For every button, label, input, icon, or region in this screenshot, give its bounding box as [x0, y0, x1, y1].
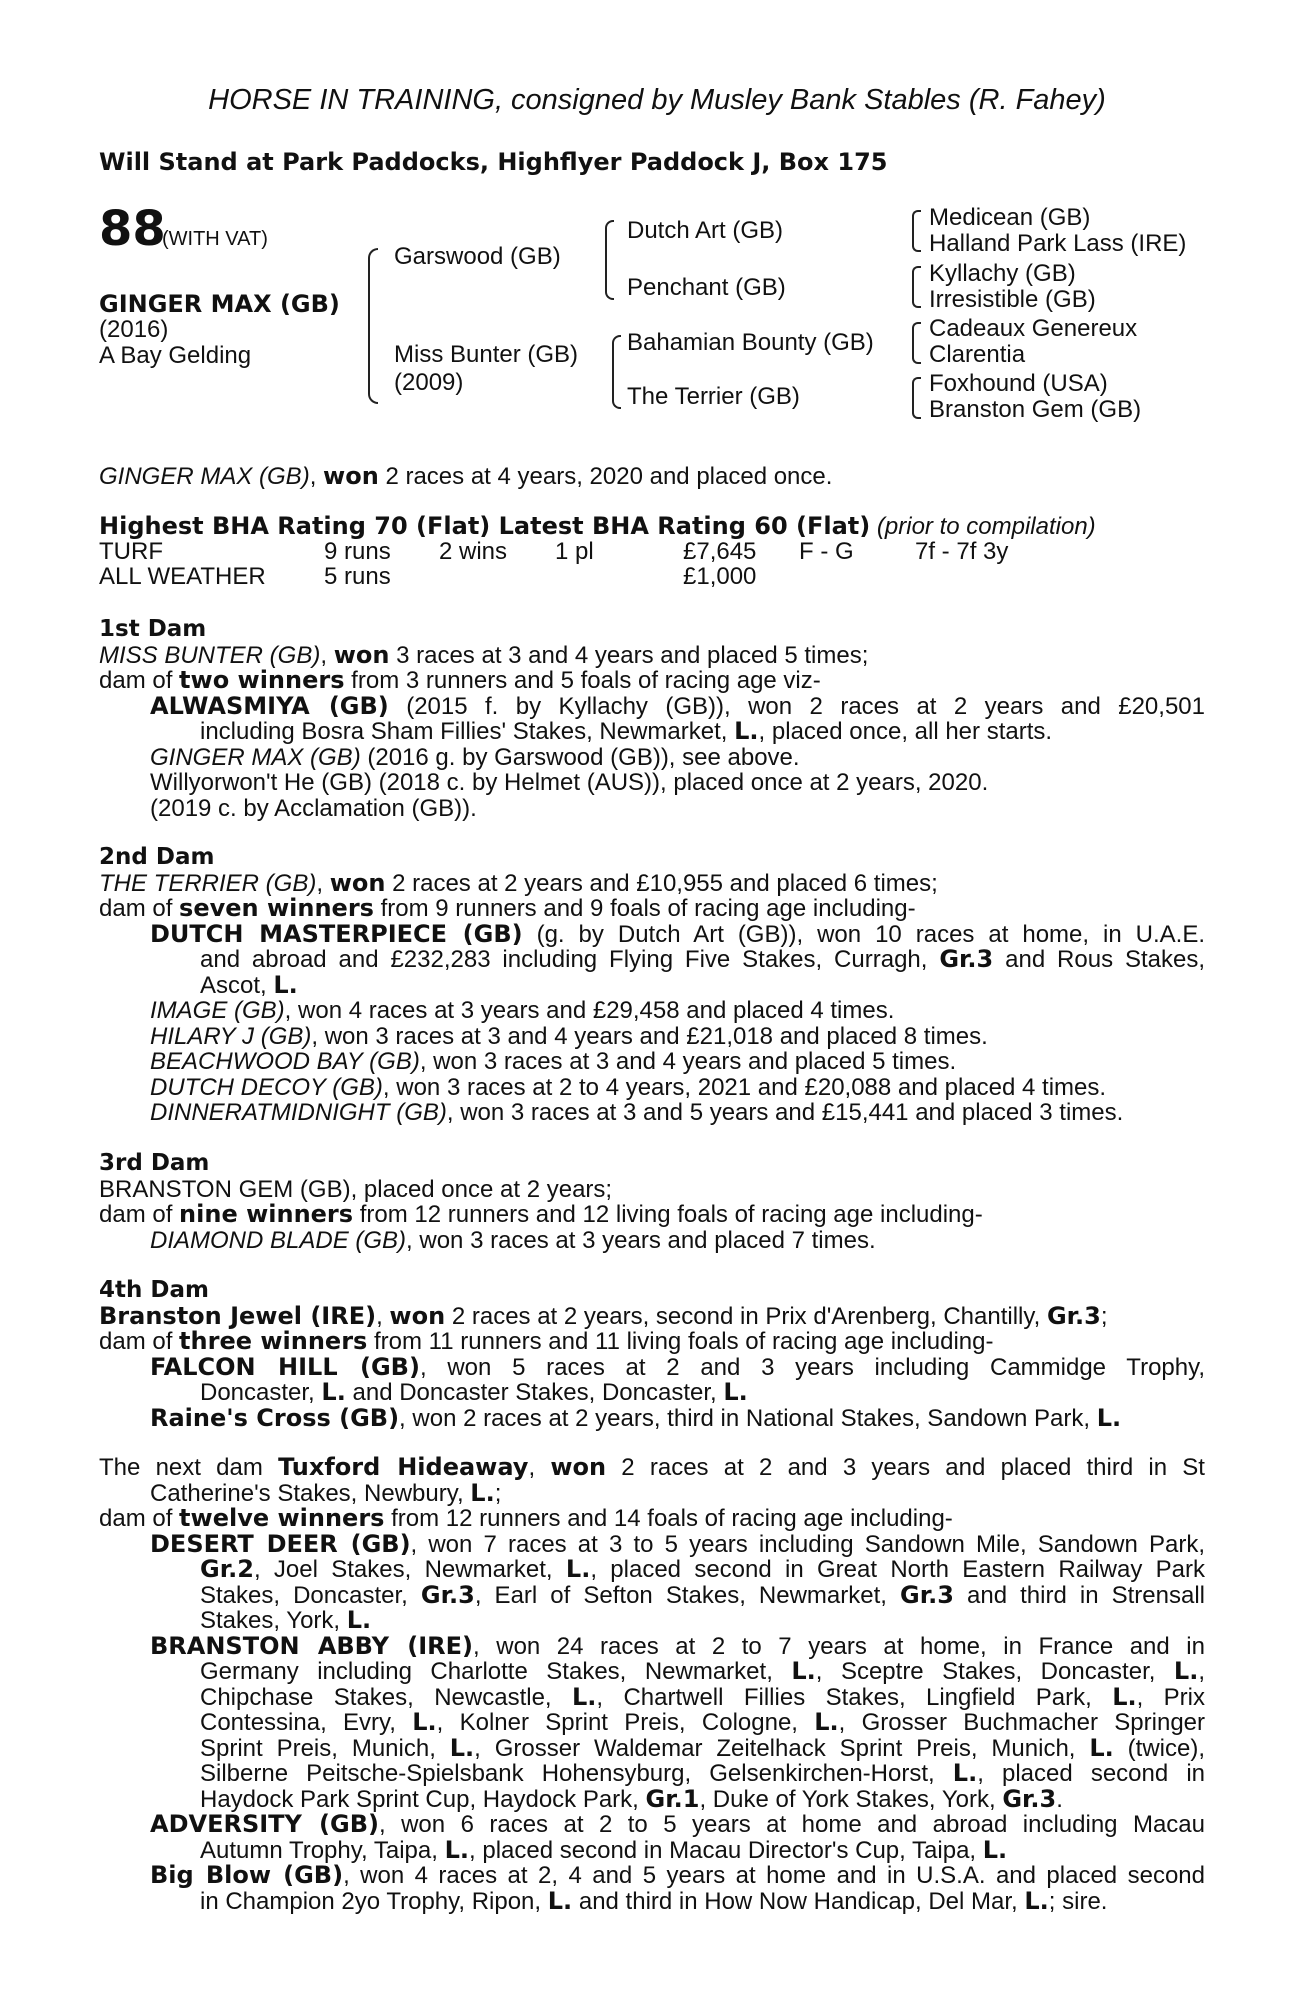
produce-name: Raine's Cross (GB) [150, 1403, 400, 1432]
listed-marker: L. [982, 1835, 1008, 1864]
dam-name: THE TERRIER (GB) [99, 869, 317, 897]
produce-name: DUTCH MASTERPIECE (GB) [150, 919, 523, 948]
pedigree-g8: Branston Gem (GB) [929, 396, 1142, 423]
text: Doncaster, [200, 1379, 322, 1406]
pedigree-dam-year: (2009) [394, 369, 464, 396]
section-title: 1st Dam [99, 616, 207, 642]
produce-text: , won 7 races at 3 to 5 years including Sandown Mile, Sandown Park, [410, 1530, 1206, 1558]
produce-entry-cont [99, 1733, 1206, 1762]
text: Sprint Preis, Munich, [200, 1734, 450, 1762]
text: ; [494, 1479, 502, 1507]
produce-summary [99, 668, 1205, 694]
listed-marker: L. [1024, 1886, 1049, 1915]
produce-entry [99, 998, 1205, 1024]
section-title: 3rd Dam [99, 1150, 210, 1176]
section-title: 2nd Dam [99, 844, 215, 870]
produce-entry [99, 919, 1206, 948]
text: dam of [99, 895, 180, 922]
produce-summary [99, 896, 1205, 922]
aw-earnings: £1,000 [683, 563, 757, 590]
text: Chipchase Stakes, Newcastle, [200, 1683, 572, 1711]
aw-runs: 5 runs [324, 563, 391, 590]
text: dam of [99, 1505, 180, 1532]
text: and Doncaster Stakes, Doncaster, [345, 1379, 724, 1406]
pedigree-sire-dam: Penchant (GB) [627, 274, 786, 301]
produce-summary [99, 1329, 1205, 1355]
pedigree-g3: Kyllachy (GB) [929, 260, 1076, 287]
text: , placed once, all her starts. [758, 718, 1053, 745]
won-label: won [550, 1453, 607, 1481]
produce-entry [99, 745, 1205, 771]
listed-marker: L. [791, 1657, 816, 1685]
text: , Duke of York Stakes, York, [699, 1785, 1003, 1813]
text: from 12 runners and 14 foals of racing age including- [384, 1505, 953, 1532]
text: , Sceptre Stakes, Doncaster, [815, 1658, 1174, 1685]
group-marker: Gr.1 [645, 1784, 700, 1813]
produce-name: Big Blow (GB) [150, 1861, 344, 1889]
text: Germany including Charlotte Stakes, Newmarket, [200, 1658, 792, 1685]
text: . [1056, 1785, 1063, 1813]
text: ; sire. [1048, 1887, 1108, 1915]
produce-name: DUTCH DECOY (GB) [150, 1073, 383, 1101]
pedigree-brace [912, 322, 921, 364]
produce-entry-cont [99, 947, 1205, 973]
text: and abroad and £232,283 including Flying Five Stakes, Curragh, [200, 946, 940, 973]
pedigree-brace [912, 377, 921, 419]
dam-record-cont [99, 1478, 1205, 1507]
won-label: won [329, 868, 386, 897]
group-marker: Gr.3 [420, 1580, 475, 1609]
winners-count: two winners [179, 666, 345, 694]
dam-name: MISS BUNTER (GB) [99, 641, 321, 669]
produce-text: , won 6 races at 2 to 5 years at home and abroad including Macau [378, 1811, 1205, 1838]
produce-name: FALCON HILL (GB) [150, 1352, 420, 1381]
produce-text: (2016 g. by Garswood (GB)), see above. [360, 743, 800, 771]
listed-marker: L. [1089, 1733, 1114, 1762]
group-marker: Gr.3 [1046, 1301, 1101, 1330]
text: , placed second in Macau Director's Cup, Taipa, [469, 1836, 983, 1864]
text: in Champion 2yo Trophy, Ripon, [200, 1887, 548, 1915]
text: from 3 runners and 5 foals of racing age viz- [344, 667, 821, 694]
lot-number: 88 [99, 201, 166, 257]
produce-entry [99, 1812, 1205, 1838]
group-marker: Gr.3 [939, 945, 994, 973]
listed-marker: L. [273, 970, 298, 999]
produce-entry [99, 1403, 1205, 1432]
listed-marker: L. [1096, 1403, 1122, 1432]
pedigree-g6: Clarentia [929, 341, 1026, 368]
produce-name: HILARY J (GB) [150, 1022, 312, 1050]
produce-name: DINNERATMIDNIGHT (GB) [150, 1099, 447, 1126]
produce-entry-cont [99, 1761, 1205, 1787]
produce-entry-cont [99, 1835, 1205, 1864]
text: and Rous Stakes, [993, 946, 1205, 973]
text: and third in How Now Handicap, Del Mar, [572, 1887, 1025, 1915]
produce-entry [99, 1529, 1206, 1558]
text: The next dam [99, 1454, 279, 1481]
text: , Earl of Sefton Stakes, Newmarket, [474, 1581, 901, 1609]
text: dam of [99, 667, 180, 694]
text: including Bosra Sham Fillies' Stakes, Newmarket, [200, 718, 735, 745]
next-dam-section [99, 1455, 1205, 1914]
text: , placed second in [977, 1760, 1206, 1787]
text: Haydock Park Sprint Cup, Haydock Park, [200, 1785, 646, 1813]
text: 2 races at 2 and 3 years and placed third in St [606, 1454, 1205, 1481]
rating-note: (prior to compilation) [876, 513, 1096, 540]
produce-text: , won 2 races at 2 years, third in National Stakes, Sandown Park, [399, 1404, 1097, 1432]
listed-marker: L. [321, 1378, 346, 1406]
listed-marker: L. [1173, 1657, 1199, 1685]
listed-marker: L. [346, 1606, 372, 1634]
produce-name: BEACHWOOD BAY (GB) [150, 1048, 420, 1075]
dam-name: Branston Jewel (IRE) [99, 1301, 377, 1330]
turf-distance: 7f - 7f 3y [915, 538, 1009, 565]
turf-earnings: £7,645 [683, 538, 757, 565]
listed-marker: L. [734, 717, 759, 745]
dam-record-text: 2 races at 2 years and £10,955 and placed 6 times; [385, 869, 938, 897]
aw-label: ALL WEATHER [99, 563, 266, 590]
text: 2 races at 2 years, second in Prix d'Arenberg, Chantilly, [445, 1302, 1047, 1330]
text: dam of [99, 1201, 180, 1228]
text: , placed second in Great North Eastern Railway Park [590, 1556, 1205, 1583]
produce-text: , won 24 races at 2 to 7 years at home, in France and in [473, 1632, 1205, 1660]
produce-entry: (2019 c. by Acclamation (GB)). [150, 794, 477, 822]
won-label: won [389, 1301, 446, 1330]
listed-marker: L. [571, 1682, 597, 1711]
dam-record [99, 1301, 1205, 1330]
produce-text: (g. by Dutch Art (GB)), won 10 races at home, in U.A.E. [522, 920, 1206, 948]
text: Catherine's Stakes, Newbury, [150, 1479, 471, 1507]
pedigree-sire-sire: Dutch Art (GB) [627, 217, 784, 244]
group-marker: Gr.2 [200, 1555, 254, 1583]
produce-entry [99, 1631, 1205, 1660]
produce-entry-cont [99, 1580, 1205, 1609]
vat-note: (WITH VAT) [162, 228, 268, 250]
section-title: 4th Dam [99, 1277, 209, 1303]
produce-summary [99, 1202, 1205, 1228]
produce-entry [99, 691, 1205, 720]
text: from 9 runners and 9 foals of racing age including- [373, 895, 916, 922]
produce-entry-cont [99, 1557, 1205, 1583]
produce-name: GINGER MAX (GB) [150, 743, 361, 771]
pedigree-g1: Medicean (GB) [929, 204, 1091, 231]
turf-runs: 9 runs [324, 538, 391, 565]
group-marker: Gr.3 [900, 1580, 954, 1609]
pedigree-g7: Foxhound (USA) [929, 370, 1108, 397]
text: Silberne Peitsche-Spielsbank Hohensyburg, Gelsenkirchen-Horst, [200, 1760, 953, 1787]
first-dam-section [99, 617, 1205, 821]
dam-name: Tuxford Hideaway [278, 1453, 529, 1481]
produce-entry-cont [99, 1886, 1205, 1915]
text: , Chartwell Fillies Stakes, Lingfield Park, [596, 1683, 1113, 1711]
produce-entry [99, 1352, 1205, 1381]
dam-record: MISS BUNTER (GB), won 3 races at 3 and 4 years and placed 5 times; [99, 640, 869, 669]
listed-marker: L. [547, 1886, 573, 1915]
listed-marker: L. [723, 1378, 748, 1406]
turf-going: F - G [799, 538, 854, 565]
listed-marker: L. [470, 1478, 495, 1507]
winners-count: seven winners [179, 894, 374, 922]
produce-entry-cont [99, 1380, 1205, 1406]
listed-marker: L. [444, 1835, 470, 1864]
winners-count: nine winners [179, 1200, 354, 1228]
pedigree-dam-dam: The Terrier (GB) [627, 383, 800, 410]
won-label: won [323, 462, 379, 490]
winners-count: twelve winners [179, 1504, 385, 1532]
bha-rating [99, 514, 1096, 540]
third-dam-section [99, 1151, 1205, 1253]
produce-entry [99, 1228, 1205, 1254]
produce-text: , won 3 races at 3 and 4 years and placed 5 times. [419, 1048, 957, 1075]
group-marker: Gr.3 [1002, 1784, 1057, 1813]
text: , Prix [1136, 1683, 1205, 1711]
fourth-dam-section [99, 1278, 1205, 1431]
pedigree-brace [912, 210, 921, 252]
dam-record: BRANSTON GEM (GB), placed once at 2 years; [99, 1175, 613, 1203]
produce-text: , won 5 races at 2 and 3 years including Cammidge Trophy, [419, 1353, 1205, 1381]
dam-record [99, 1455, 1205, 1481]
text: Stakes, York, [200, 1607, 347, 1634]
text: Stakes, Doncaster, [200, 1581, 421, 1609]
horse-year: (2016) [99, 316, 169, 343]
produce-text: , won 3 races at 3 years and placed 7 times. [406, 1226, 876, 1254]
text: ; [1100, 1302, 1108, 1330]
produce-name: BRANSTON ABBY (IRE) [150, 1631, 474, 1660]
listed-marker: L. [814, 1708, 839, 1736]
page-header: HORSE IN TRAINING, consigned by Musley Bank Stables (R. Fahey) [208, 84, 1106, 116]
produce-entry [99, 1075, 1205, 1101]
produce-entry-cont [99, 1608, 1205, 1634]
produce-entry-cont [99, 1784, 1205, 1813]
text: , [528, 1454, 551, 1481]
summary-text: 2 races at 4 years, 2020 and placed once. [378, 463, 833, 490]
text: , Grosser Buchmacher Springer [838, 1709, 1206, 1736]
rating-text: Highest BHA Rating 70 (Flat) Latest BHA Rating 60 (Flat) [99, 512, 871, 540]
text: and third in Strensall [953, 1581, 1205, 1609]
produce-text: , won 3 races at 2 to 4 years, 2021 and £20,088 and placed 4 times. [382, 1073, 1107, 1101]
produce-text: , won 4 races at 3 years and £29,458 and placed 4 times. [284, 997, 895, 1024]
text: , Grosser Waldemar Zeitelhack Sprint Preis, Munich, [474, 1734, 1090, 1762]
produce-entry [99, 1100, 1205, 1126]
produce-name: ALWASMIYA (GB) [150, 691, 389, 720]
winners-count: three winners [179, 1327, 368, 1355]
stand-location: Will Stand at Park Paddocks, Highflyer Paddock J, Box 175 [99, 148, 888, 176]
turf-placed: 1 pl [555, 538, 594, 565]
won-label: won [333, 640, 390, 669]
produce-entry-cont [99, 1659, 1205, 1685]
produce-name: DIAMOND BLADE (GB) [150, 1226, 407, 1254]
produce-summary [99, 1506, 1205, 1532]
listed-marker: L. [565, 1555, 591, 1583]
pedigree-g5: Cadeaux Genereux [929, 315, 1138, 342]
turf-wins: 2 wins [439, 538, 508, 565]
produce-entry [99, 1024, 1205, 1050]
pedigree-dam: Miss Bunter (GB) [394, 341, 579, 368]
text: , Joel Stakes, Newmarket, [253, 1556, 566, 1583]
produce-name: IMAGE (GB) [150, 997, 285, 1024]
produce-entry-cont [99, 970, 1205, 999]
text: dam of [99, 1328, 180, 1355]
produce-entry-cont [99, 1682, 1205, 1711]
dam-record: THE TERRIER (GB), won 2 races at 2 years and £10,955 and placed 6 times; [99, 868, 938, 897]
second-dam-section [99, 845, 1205, 1126]
horse-name-italic: GINGER MAX (GB) [99, 463, 310, 490]
text: Autumn Trophy, Taipa, [200, 1836, 445, 1864]
pedigree-brace [605, 220, 614, 300]
text: from 11 runners and 11 living foals of racing age including- [367, 1328, 994, 1355]
listed-marker: L. [412, 1708, 437, 1736]
produce-text: , won 3 races at 3 and 4 years and £21,018 and placed 8 times. [311, 1022, 988, 1050]
text: (twice), [1113, 1734, 1206, 1762]
listed-marker: L. [449, 1733, 475, 1762]
produce-name: DESERT DEER (GB) [150, 1529, 411, 1558]
pedigree-g4: Irresistible (GB) [929, 286, 1096, 313]
text: , [1198, 1658, 1205, 1685]
pedigree-brace [912, 266, 921, 308]
turf-label: TURF [99, 538, 163, 565]
produce-entry [99, 1049, 1205, 1075]
listed-marker: L. [1112, 1682, 1137, 1711]
produce-text: (2015 f. by Kyllachy (GB)), won 2 races at 2 years and £20,501 [388, 692, 1205, 720]
horse-description: A Bay Gelding [99, 342, 252, 369]
dam-record-text: 3 races at 3 and 4 years and placed 5 times; [389, 641, 869, 669]
listed-marker: L. [952, 1759, 978, 1787]
pedigree-brace [612, 335, 621, 409]
race-summary: GINGER MAX (GB), won 2 races at 4 years, 2020 and placed once. [99, 462, 833, 490]
produce-name: ADVERSITY (GB) [150, 1810, 379, 1838]
text: from 12 runners and 12 living foals of racing age including- [353, 1201, 983, 1228]
produce-entry-cont [99, 1710, 1205, 1736]
text: Ascot, [200, 971, 274, 999]
produce-entry-cont [99, 719, 1205, 745]
pedigree-brace [368, 248, 378, 404]
text: Contessina, Evry, [200, 1709, 413, 1736]
produce-text: , won 3 races at 3 and 5 years and £15,441 and placed 3 times. [446, 1099, 1124, 1126]
text: , [376, 1302, 390, 1330]
text: , Kolner Sprint Preis, Cologne, [436, 1709, 815, 1736]
pedigree-dam-sire: Bahamian Bounty (GB) [627, 329, 874, 356]
produce-entry: Willyorwon't He (GB) (2018 c. by Helmet (AUS)), placed once at 2 years, 2020. [150, 769, 989, 796]
horse-name: GINGER MAX (GB) [99, 290, 340, 318]
produce-text: , won 4 races at 2, 4 and 5 years at home and in U.S.A. and placed second [343, 1862, 1205, 1889]
pedigree-sire: Garswood (GB) [394, 243, 561, 270]
pedigree-g2: Halland Park Lass (IRE) [929, 230, 1187, 257]
produce-entry [99, 1863, 1205, 1889]
